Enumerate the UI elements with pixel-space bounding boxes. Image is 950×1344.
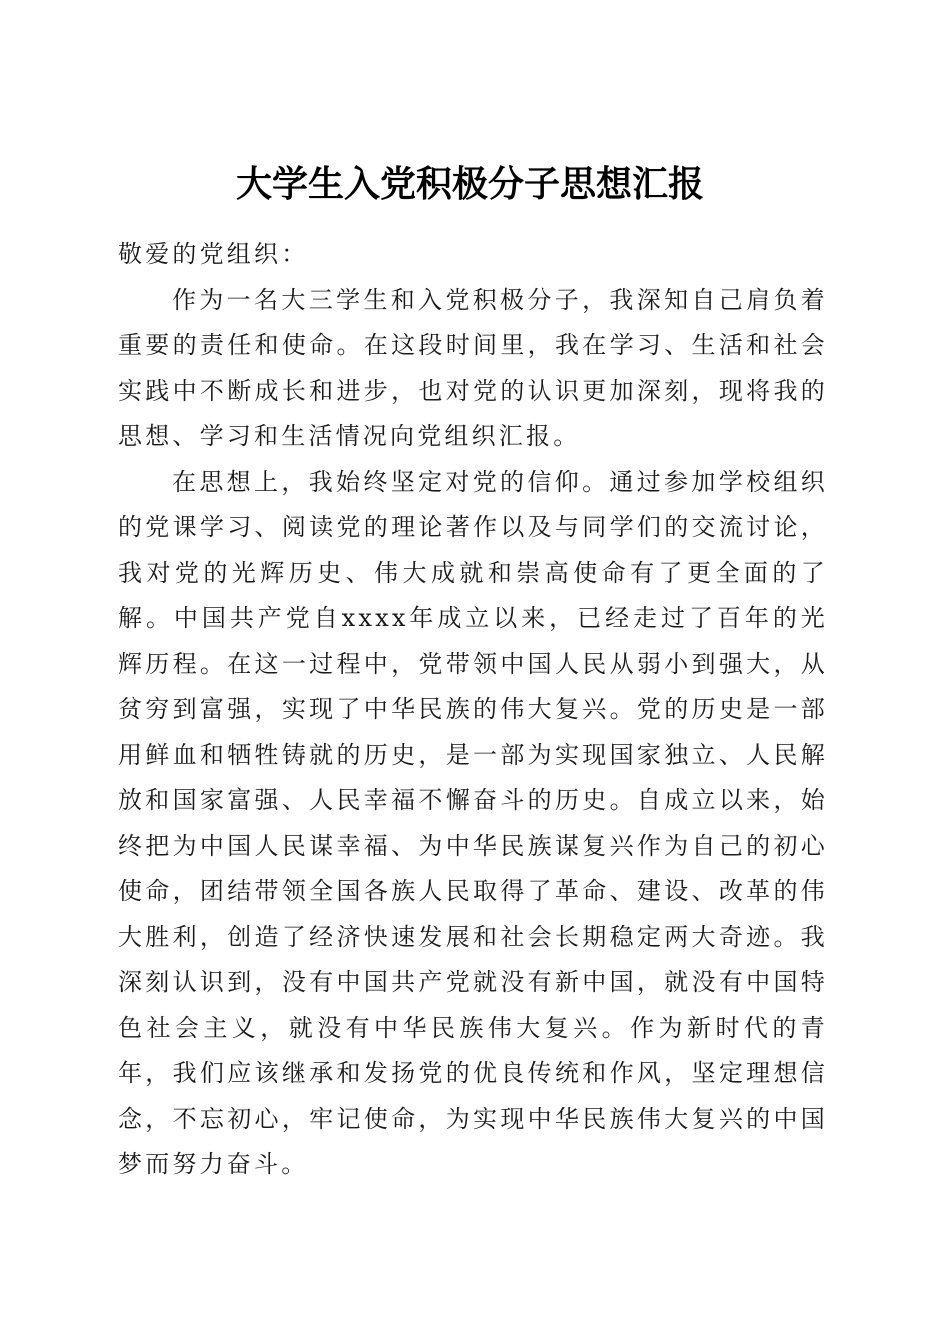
document-body bbox=[118, 232, 828, 1188]
paragraph-intro: 作为一名大三学生和入党积极分子，我深知自己肩负着重要的责任和使命。在这段时间里，我在学习、生活和社会实践中不断成长和进步，也对党的认识更加深刻，现将我的思想、学习和生活情况向党组织汇报。 bbox=[118, 285, 828, 450]
document-title: 大学生入党积极分子思想汇报 bbox=[235, 163, 704, 206]
salutation: 敬爱的党组织： bbox=[118, 240, 309, 268]
paragraph-ideology: 在思想上，我始终坚定对党的信仰。通过参加学校组织的党课学习、阅读党的理论著作以及与同学们的交流讨论，我对党的光辉历史、伟大成就和崇高使命有了更全面的了解。中国共产党自xxxx年成立以来，已经走过了百年的光辉历程。在这一过程中，党带领中国人民从弱小到强大，从贫穷到富强，实现了中华民族的伟大复兴。党的历史是一部用鲜血和牺牲铸就的历史，是一部为实现国家独立、人民解放和国家富强、人民幸福不懈奋斗的历史。自成立以来，始终把为中国人民谋幸福、为中华民族谋复兴作为自己的初心使命，团结带领全国各族人民取得了革命、建设、改革的伟大胜利，创造了经济快速发展和社会长期稳定两大奇迹。我深刻认识到，没有中国共产党就没有新中国，就没有中国特色社会主义，就没有中华民族伟大复兴。作为新时代的青年，我们应该继承和发扬党的优良传统和作风，坚定理想信念，不忘初心，牢记使命，为实现中华民族伟大复兴的中国梦而努力奋斗。 bbox=[118, 467, 828, 1178]
